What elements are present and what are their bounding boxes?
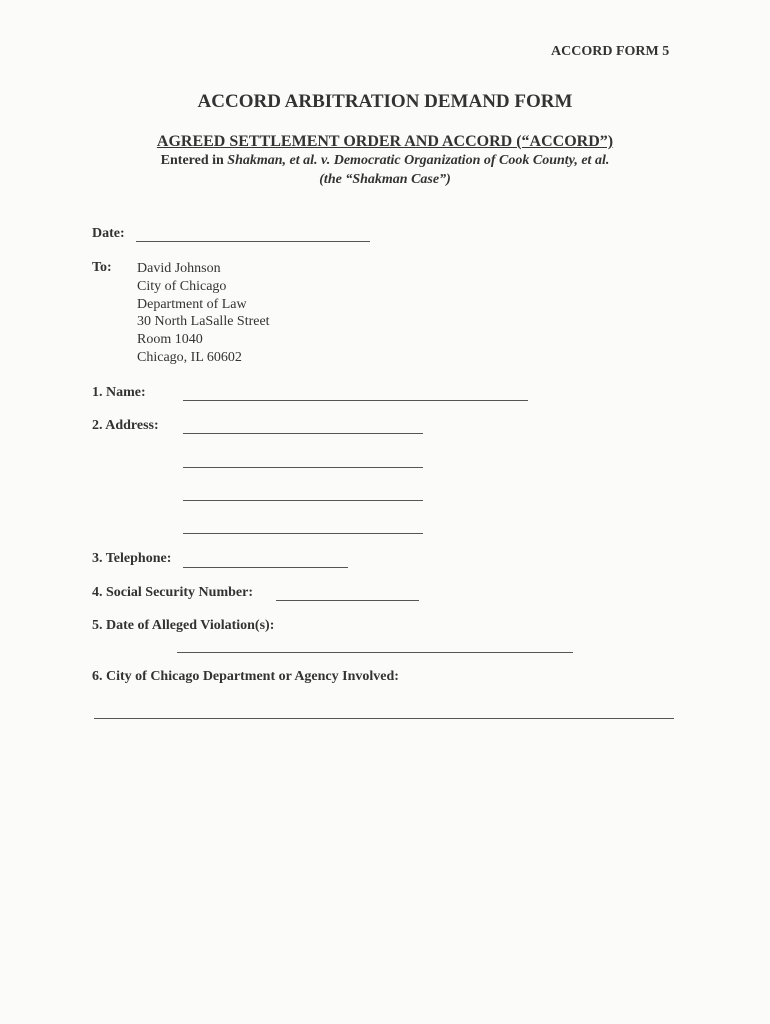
recipient-line: City of Chicago <box>137 278 227 294</box>
date-label: Date: <box>92 226 125 241</box>
telephone-field[interactable] <box>183 567 348 568</box>
name-label: 1. Name: <box>92 385 146 400</box>
date-field[interactable] <box>136 241 370 242</box>
recipient-line: Department of Law <box>137 296 247 312</box>
recipient-line: Room 1040 <box>137 332 203 348</box>
address-field-line-4[interactable] <box>183 533 423 534</box>
entered-prefix: Entered in <box>160 153 224 168</box>
recipient-line: 30 North LaSalle Street <box>137 314 270 330</box>
ssn-label: 4. Social Security Number: <box>92 585 253 600</box>
address-label: 2. Address: <box>92 418 159 433</box>
case-alias: (the “Shakman Case”) <box>319 172 451 187</box>
department-label: 6. City of Chicago Department or Agency Involved: <box>92 669 399 684</box>
department-field[interactable] <box>94 718 674 719</box>
recipient-line: David Johnson <box>137 261 221 276</box>
form-title: ACCORD ARBITRATION DEMAND FORM <box>197 91 573 112</box>
form-number: ACCORD FORM 5 <box>551 44 670 59</box>
recipient-line: Chicago, IL 60602 <box>137 349 242 365</box>
ssn-field[interactable] <box>276 600 419 601</box>
form-subtitle: AGREED SETTLEMENT ORDER AND ACCORD (“ACCORD”) <box>156 133 614 150</box>
recipient-address <box>137 260 270 367</box>
telephone-label: 3. Telephone: <box>92 551 172 566</box>
case-name: Shakman, et al. v. Democratic Organization of Cook County, et al. <box>227 153 610 168</box>
address-field-line-2[interactable] <box>183 467 423 468</box>
to-label: To: <box>92 260 112 275</box>
entered-in-line <box>0 153 770 169</box>
address-field-line-1[interactable] <box>183 433 423 434</box>
violation-date-label: 5. Date of Alleged Violation(s): <box>92 618 275 633</box>
name-field[interactable] <box>183 400 528 401</box>
address-field-line-3[interactable] <box>183 500 423 501</box>
violation-date-field[interactable] <box>177 652 573 653</box>
